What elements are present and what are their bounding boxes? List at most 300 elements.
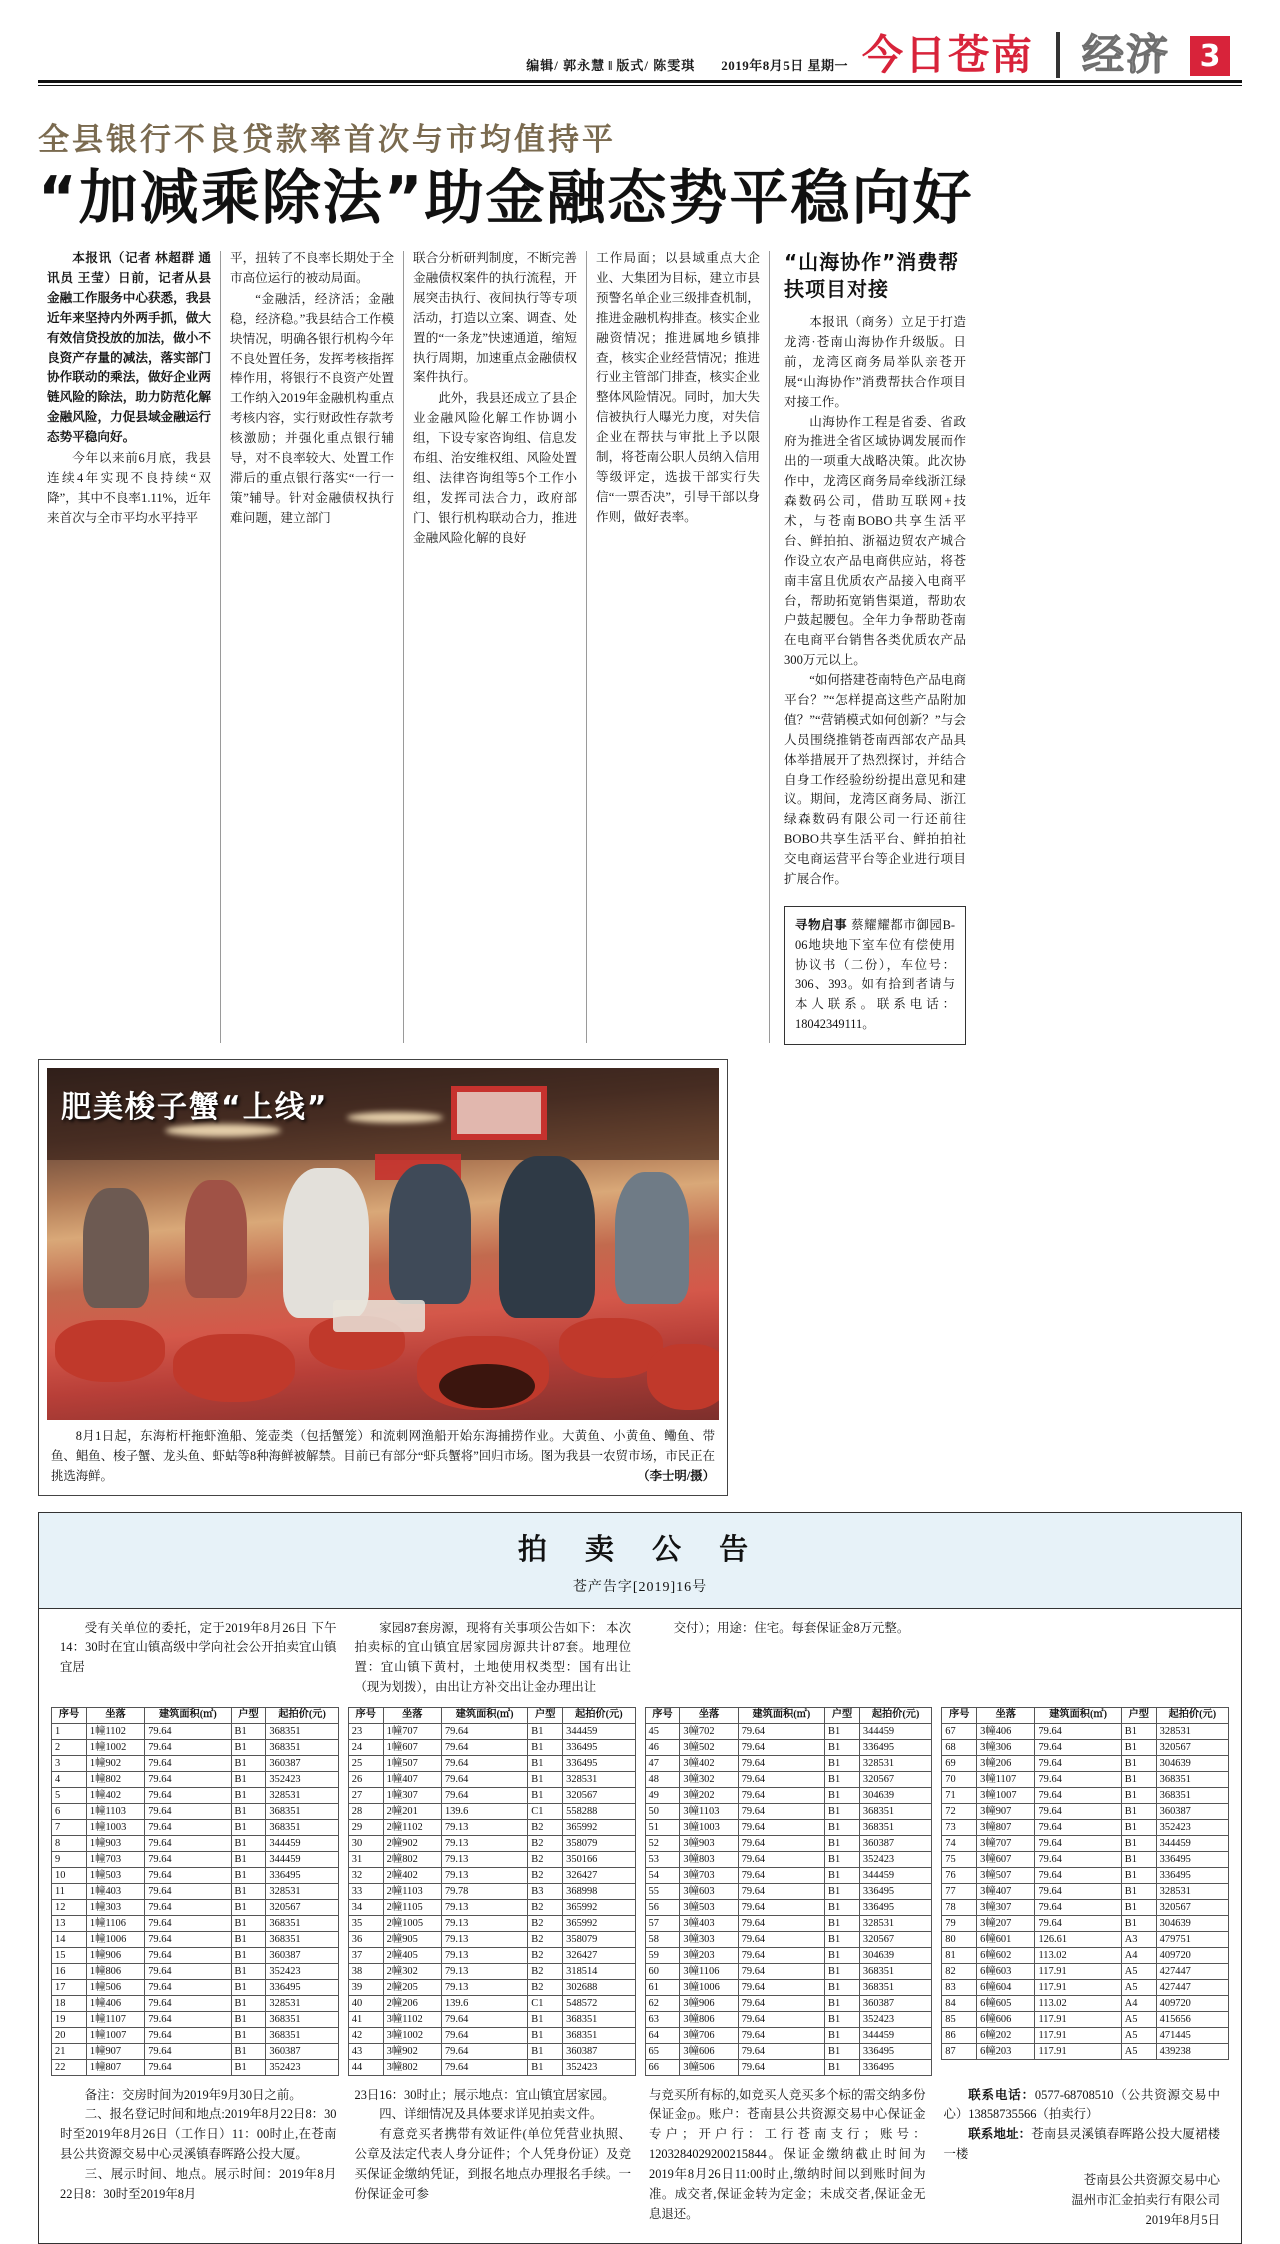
photo-credit: （李士明/摄） (637, 1468, 715, 1483)
lot-cell-1: 3幢607 (977, 1851, 1035, 1867)
lot-cell-4: 344459 (563, 1723, 635, 1739)
lot-cell-3: B1 (1121, 1899, 1156, 1915)
lot-cell-3: B1 (825, 1931, 860, 1947)
lot-table-header-3: 户型 (231, 1707, 266, 1723)
lot-cell-0: 33 (348, 1883, 383, 1899)
table-row (52, 1851, 339, 1867)
lot-cell-0: 39 (348, 1979, 383, 1995)
article-column-3 (404, 249, 586, 1045)
lot-cell-4: 368351 (266, 2011, 338, 2027)
lot-cell-2: 79.13 (441, 1963, 527, 1979)
lot-cell-4: 352423 (563, 2059, 635, 2075)
table-row (52, 1755, 339, 1771)
article-columns (38, 249, 1242, 1045)
table-row (52, 1995, 339, 2011)
table-header-row (52, 1707, 339, 1723)
lot-cell-0: 4 (52, 1771, 87, 1787)
lot-table-header-4: 起拍价(元) (563, 1707, 635, 1723)
lot-cell-1: 3幢903 (680, 1835, 738, 1851)
lot-cell-0: 17 (52, 1979, 87, 1995)
lot-cell-1: 3幢703 (680, 1867, 738, 1883)
section-nameplate: 经济 (1081, 30, 1170, 79)
lot-cell-2: 79.13 (441, 1835, 527, 1851)
page-number-badge: 3 (1190, 36, 1230, 76)
lot-cell-3: B1 (528, 1787, 563, 1803)
lot-cell-3: B1 (528, 2027, 563, 2043)
article-paragraph: “金融活，经济活；金融稳，经济稳。”我县结合工作模块情况，明确各银行机构今年不良处置任务，发挥考核指挥棒作用，将银行不良资产处置工作纳入2019年金融机构重点考核内容，实行财政性存款考核激励；并强化重点银行辅导，对不良率较大、处置工作滞后的重点银行落实“一行一策”辅导。针对金融债权执行难问题，建立部门 (230, 291, 394, 525)
lot-table-header-0: 序号 (645, 1707, 680, 1723)
lot-cell-4: 336495 (859, 2059, 931, 2075)
lot-cell-4: 344459 (859, 1723, 931, 1739)
table-row (52, 1915, 339, 1931)
lot-cell-3: B1 (231, 2011, 266, 2027)
table-row (942, 1867, 1229, 1883)
lot-cell-4: 344459 (1156, 1835, 1228, 1851)
lot-cell-2: 79.64 (145, 1787, 231, 1803)
table-row (645, 1963, 932, 1979)
article-paragraph: 平，扭转了不良率长期处于全市高位运行的被动局面。 (230, 251, 394, 285)
table-row (348, 1931, 635, 1947)
auction-lot-tables (51, 1707, 1229, 2076)
table-row (348, 1899, 635, 1915)
lot-cell-4: 368351 (266, 2027, 338, 2043)
side-article-paragraph: “如何搭建苍南特色产品电商平台？”“怎样提高这些产品附加值？”“营销模式如何创新？”与会人员围绕推销苍南西部农产品具体举措展开了热烈探讨，并结合自身工作经验纷纷提出意见和建议。期间，龙湾区商务局、浙江绿森数码有限公司一行还前往BOBO共享生活平台、鲜拍拍社交电商运营平台等企业进行项目扩展合作。 (784, 673, 966, 887)
article-lead-paragraph: 本报讯（记者 林超群 通讯员 王莹）日前，记者从县金融工作服务中心获悉，我县近年来坚持内外两手抓，做大有效信贷投放的加法，做小不良资产存量的减法，落实部门协作联动的乘法，做好企业两链风险的除法，助力防范化解金融风险，力促县域金融运行态势平稳向好。 (47, 251, 211, 445)
lot-cell-4: 360387 (1156, 1803, 1228, 1819)
signoff-org-1: 苍南县公共资源交易中心 (1083, 2173, 1220, 2187)
lot-table-head (348, 1707, 635, 1723)
auction-footer-paragraph: 有意竞买者携带有效证件(单位凭营业执照、公章及法定代表人身分证件；个人凭身份证）及竞买保证金缴纳凭证，到报名地点办理报名手续。一份保证金可参 (354, 2127, 631, 2201)
table-row (942, 1851, 1229, 1867)
lot-cell-2: 79.64 (441, 1723, 527, 1739)
lot-cell-3: B2 (528, 1931, 563, 1947)
lot-cell-2: 79.13 (441, 1867, 527, 1883)
table-row (52, 1787, 339, 1803)
lot-cell-0: 73 (942, 1819, 977, 1835)
lot-cell-4: 352423 (266, 2059, 338, 2075)
lot-cell-2: 79.64 (145, 1755, 231, 1771)
lot-cell-2: 79.64 (738, 1755, 824, 1771)
lot-cell-4: 336495 (859, 1899, 931, 1915)
lot-cell-0: 75 (942, 1851, 977, 1867)
lot-cell-2: 79.64 (1035, 1867, 1121, 1883)
lot-cell-2: 79.64 (738, 1723, 824, 1739)
lot-cell-2: 117.91 (1035, 1979, 1121, 1995)
lot-cell-0: 44 (348, 2059, 383, 2075)
article-paragraph: 今年以来前6月底，我县连续4年实现不良持续“双降”，其中不良率1.11%，近年来首次与全市平均水平持平 (47, 450, 211, 525)
lot-cell-1: 6幢603 (977, 1963, 1035, 1979)
lot-cell-4: 439238 (1156, 2043, 1228, 2059)
table-row (52, 1899, 339, 1915)
lot-cell-4: 336495 (859, 1739, 931, 1755)
lot-cell-3: B1 (528, 2043, 563, 2059)
lot-cell-3: B1 (231, 1883, 266, 1899)
table-row (645, 2059, 932, 2075)
lot-cell-3: C1 (528, 1803, 563, 1819)
lot-table-header-1: 坐落 (977, 1707, 1035, 1723)
lot-cell-1: 3幢706 (680, 2027, 738, 2043)
article-paragraph: 联合分析研判制度，不断完善金融债权案件的执行流程，开展突击执行、夜间执行等专项活动，打造以立案、调查、处置的“一条龙”快速通道，缩短执行周期，加速重点金融债权案件执行。 (413, 251, 577, 385)
lot-cell-3: B1 (825, 1979, 860, 1995)
lot-cell-1: 1幢1107 (86, 2011, 144, 2027)
lot-cell-2: 126.61 (1035, 1931, 1121, 1947)
lot-cell-0: 30 (348, 1835, 383, 1851)
lot-cell-3: A3 (1121, 1931, 1156, 1947)
lot-cell-2: 79.64 (145, 1883, 231, 1899)
contact-address-label: 联系地址： (968, 2127, 1032, 2142)
lot-cell-0: 32 (348, 1867, 383, 1883)
table-row (348, 1819, 635, 1835)
masthead-rule-thin (38, 85, 1242, 86)
lot-cell-1: 3幢1106 (680, 1963, 738, 1979)
lot-cell-4: 344459 (266, 1835, 338, 1851)
lot-cell-3: B1 (231, 1803, 266, 1819)
lot-cell-0: 5 (52, 1787, 87, 1803)
lot-cell-3: B1 (528, 2059, 563, 2075)
masthead-credits (526, 55, 848, 78)
table-row (942, 1995, 1229, 2011)
lot-cell-1: 2幢1005 (383, 1915, 441, 1931)
lot-cell-1: 1幢407 (383, 1771, 441, 1787)
lot-cell-0: 23 (348, 1723, 383, 1739)
lot-cell-0: 6 (52, 1803, 87, 1819)
lot-cell-0: 50 (645, 1803, 680, 1819)
lot-cell-1: 3幢406 (977, 1723, 1035, 1739)
lot-cell-2: 79.64 (145, 1963, 231, 1979)
lot-cell-3: B1 (1121, 1915, 1156, 1931)
lot-cell-0: 49 (645, 1787, 680, 1803)
lot-cell-1: 2幢902 (383, 1835, 441, 1851)
lot-cell-3: B1 (825, 1771, 860, 1787)
lot-cell-4: 409720 (1156, 1947, 1228, 1963)
lot-cell-1: 3幢1003 (680, 1819, 738, 1835)
lot-cell-4: 427447 (1156, 1979, 1228, 1995)
photo-headline: 肥美梭子蟹“上线” (61, 1089, 329, 1125)
lot-cell-1: 1幢807 (86, 2059, 144, 2075)
lot-cell-4: 360387 (859, 1995, 931, 2011)
table-row (52, 2011, 339, 2027)
lot-cell-2: 79.64 (1035, 1755, 1121, 1771)
table-row (52, 1931, 339, 1947)
lot-cell-4: 320567 (266, 1899, 338, 1915)
lot-cell-3: B1 (1121, 1819, 1156, 1835)
lot-cell-0: 42 (348, 2027, 383, 2043)
lot-cell-2: 79.64 (1035, 1851, 1121, 1867)
table-row (645, 2011, 932, 2027)
table-row (348, 2011, 635, 2027)
lot-cell-3: B1 (231, 1787, 266, 1803)
article-column-2 (221, 249, 403, 1045)
auction-intro-col-2 (346, 1619, 641, 1698)
lot-cell-4: 352423 (859, 2011, 931, 2027)
lot-cell-2: 79.64 (441, 1739, 527, 1755)
lot-cell-1: 3幢403 (680, 1915, 738, 1931)
lot-cell-1: 1幢507 (383, 1755, 441, 1771)
table-row (942, 1883, 1229, 1899)
lot-cell-3: B1 (1121, 1739, 1156, 1755)
lot-cell-2: 79.64 (738, 1851, 824, 1867)
lot-cell-1: 1幢903 (86, 1835, 144, 1851)
lot-cell-3: B1 (1121, 1787, 1156, 1803)
side-article (770, 249, 966, 1045)
lot-cell-0: 21 (52, 2043, 87, 2059)
table-row (942, 1723, 1229, 1739)
table-row (645, 1851, 932, 1867)
lot-cell-4: 368351 (563, 2027, 635, 2043)
table-row (52, 1947, 339, 1963)
lot-cell-0: 52 (645, 1835, 680, 1851)
lot-cell-1: 3幢302 (680, 1771, 738, 1787)
lot-cell-3: B1 (231, 1915, 266, 1931)
lot-cell-0: 14 (52, 1931, 87, 1947)
lot-cell-0: 85 (942, 2011, 977, 2027)
lot-cell-1: 3幢906 (680, 1995, 738, 2011)
table-row (942, 1803, 1229, 1819)
auction-title: 拍 卖 公 告 (517, 1531, 763, 1566)
table-row (942, 1819, 1229, 1835)
lot-cell-3: A4 (1121, 1995, 1156, 2011)
lot-cell-4: 368351 (1156, 1787, 1228, 1803)
lot-cell-0: 55 (645, 1883, 680, 1899)
table-row (645, 1915, 932, 1931)
lot-cell-0: 84 (942, 1995, 977, 2011)
lot-table-header-2: 建筑面积(㎡) (441, 1707, 527, 1723)
lot-cell-4: 304639 (1156, 1755, 1228, 1771)
table-row (348, 2043, 635, 2059)
lot-cell-3: B1 (528, 1771, 563, 1787)
lot-cell-1: 6幢203 (977, 2043, 1035, 2059)
lot-cell-1: 3幢202 (680, 1787, 738, 1803)
lot-cell-3: B1 (825, 1963, 860, 1979)
lot-table-header-2: 建筑面积(㎡) (738, 1707, 824, 1723)
lot-cell-0: 76 (942, 1867, 977, 1883)
lot-cell-3: B2 (528, 1963, 563, 1979)
lot-cell-0: 69 (942, 1755, 977, 1771)
lot-cell-0: 24 (348, 1739, 383, 1755)
lot-cell-0: 46 (645, 1739, 680, 1755)
lot-cell-3: B1 (1121, 1883, 1156, 1899)
lot-cell-0: 3 (52, 1755, 87, 1771)
lot-cell-4: 336495 (563, 1755, 635, 1771)
table-row (348, 1851, 635, 1867)
lot-cell-2: 113.02 (1035, 1995, 1121, 2011)
lot-cell-2: 79.64 (738, 1915, 824, 1931)
lot-table-header-0: 序号 (942, 1707, 977, 1723)
lot-cell-1: 3幢1103 (680, 1803, 738, 1819)
side-article-heading: “山海协作”消费帮扶项目对接 (784, 250, 960, 302)
lot-cell-4: 304639 (859, 1787, 931, 1803)
lot-cell-1: 2幢405 (383, 1947, 441, 1963)
lot-cell-4: 415656 (1156, 2011, 1228, 2027)
lot-cell-1: 1幢503 (86, 1867, 144, 1883)
lot-cell-2: 79.64 (441, 2059, 527, 2075)
lot-cell-1: 3幢707 (977, 1835, 1035, 1851)
lot-cell-3: B1 (825, 1851, 860, 1867)
lot-cell-4: 336495 (1156, 1867, 1228, 1883)
lot-table-header-1: 坐落 (680, 1707, 738, 1723)
lot-cell-3: B1 (825, 2027, 860, 2043)
lot-cell-3: B1 (231, 1947, 266, 1963)
lot-cell-4: 336495 (1156, 1851, 1228, 1867)
lot-table-header-4: 起拍价(元) (859, 1707, 931, 1723)
lot-cell-3: B1 (825, 1755, 860, 1771)
lot-cell-0: 31 (348, 1851, 383, 1867)
auction-contact-col (935, 2086, 1230, 2231)
table-row (645, 1739, 932, 1755)
lot-cell-0: 65 (645, 2043, 680, 2059)
lot-cell-4: 336495 (859, 1883, 931, 1899)
lot-cell-4: 368998 (563, 1883, 635, 1899)
lot-cell-2: 79.64 (145, 1739, 231, 1755)
lot-cell-2: 79.64 (1035, 1819, 1121, 1835)
article-column-1 (38, 249, 220, 1045)
lot-cell-0: 26 (348, 1771, 383, 1787)
lot-cell-2: 79.64 (738, 1995, 824, 2011)
lot-cell-4: 344459 (859, 2027, 931, 2043)
lot-cell-1: 2幢402 (383, 1867, 441, 1883)
lot-cell-3: B1 (231, 2027, 266, 2043)
table-row (348, 1883, 635, 1899)
table-row (52, 1867, 339, 1883)
table-row (942, 1739, 1229, 1755)
lot-cell-1: 3幢1006 (680, 1979, 738, 1995)
lot-cell-1: 3幢1107 (977, 1771, 1035, 1787)
auction-footer (51, 2086, 1229, 2231)
lot-cell-1: 3幢506 (680, 2059, 738, 2075)
lot-cell-1: 3幢803 (680, 1851, 738, 1867)
lot-cell-0: 41 (348, 2011, 383, 2027)
auction-intro-paragraph: 受有关单位的委托，定于2019年8月26日 下午14：30时在宜山镇高级中学向社会公开拍卖宜山镇宜居 (60, 1620, 337, 1675)
lot-cell-3: B2 (528, 1979, 563, 1995)
nameplate-divider (1056, 32, 1060, 78)
lot-cell-2: 79.64 (441, 1771, 527, 1787)
auction-intro-col-4 (935, 1619, 1230, 1698)
table-row (645, 1771, 932, 1787)
lot-cell-0: 22 (52, 2059, 87, 2075)
table-row (645, 1723, 932, 1739)
lot-cell-3: B1 (231, 1979, 266, 1995)
lot-cell-3: B1 (825, 1995, 860, 2011)
lot-table-header-3: 户型 (1121, 1707, 1156, 1723)
table-row (645, 1835, 932, 1851)
table-row (645, 1899, 932, 1915)
lot-cell-1: 6幢602 (977, 1947, 1035, 1963)
lot-cell-1: 3幢806 (680, 2011, 738, 2027)
lot-cell-0: 77 (942, 1883, 977, 1899)
table-row (942, 1947, 1229, 1963)
lot-cell-3: B1 (825, 1915, 860, 1931)
lot-cell-2: 117.91 (1035, 2043, 1121, 2059)
lot-cell-2: 79.64 (738, 1947, 824, 1963)
table-row (942, 1979, 1229, 1995)
lot-cell-0: 66 (645, 2059, 680, 2075)
lot-cell-0: 19 (52, 2011, 87, 2027)
lot-cell-2: 79.64 (738, 1819, 824, 1835)
lot-cell-4: 368351 (266, 1723, 338, 1739)
lot-cell-2: 139.6 (441, 1995, 527, 2011)
table-row (942, 2043, 1229, 2059)
lot-table-body-3 (645, 1723, 932, 2075)
auction-contact-address (944, 2125, 1221, 2165)
lot-cell-1: 3幢907 (977, 1803, 1035, 1819)
lot-cell-3: A4 (1121, 1947, 1156, 1963)
lot-cell-4: 558288 (563, 1803, 635, 1819)
lot-cell-1: 3幢203 (680, 1947, 738, 1963)
lot-cell-1: 1幢307 (383, 1787, 441, 1803)
lot-cell-3: B1 (231, 1835, 266, 1851)
table-row (645, 1931, 932, 1947)
lot-table-head (52, 1707, 339, 1723)
table-row (348, 1979, 635, 1995)
table-row (348, 1915, 635, 1931)
lot-cell-2: 79.64 (145, 2011, 231, 2027)
lot-cell-3: B1 (825, 1723, 860, 1739)
lot-cell-3: B1 (825, 1739, 860, 1755)
lot-table-body-1 (52, 1723, 339, 2075)
masthead-rule-thick (38, 80, 1242, 83)
auction-footer-col-3 (640, 2086, 935, 2231)
lot-cell-4: 471445 (1156, 2027, 1228, 2043)
lot-cell-3: B1 (825, 1819, 860, 1835)
lot-cell-2: 79.64 (145, 1819, 231, 1835)
lot-cell-2: 79.13 (441, 1979, 527, 1995)
lot-cell-0: 47 (645, 1755, 680, 1771)
lot-cell-2: 117.91 (1035, 2027, 1121, 2043)
lot-cell-2: 79.13 (441, 1931, 527, 1947)
lot-cell-1: 1幢406 (86, 1995, 144, 2011)
auction-signoff (944, 2171, 1221, 2231)
lot-cell-4: 328531 (1156, 1723, 1228, 1739)
lot-cell-2: 79.64 (145, 1979, 231, 1995)
table-row (348, 2027, 635, 2043)
lot-cell-0: 27 (348, 1787, 383, 1803)
lot-cell-4: 365992 (563, 1819, 635, 1835)
lot-cell-3: B2 (528, 1915, 563, 1931)
lot-cell-4: 360387 (266, 2043, 338, 2059)
lot-cell-0: 2 (52, 1739, 87, 1755)
lot-cell-4: 320567 (563, 1787, 635, 1803)
lot-table-header-0: 序号 (348, 1707, 383, 1723)
lot-cell-3: B1 (231, 1931, 266, 1947)
lot-cell-3: B1 (825, 1883, 860, 1899)
lot-cell-1: 3幢303 (680, 1931, 738, 1947)
lot-cell-4: 358079 (563, 1931, 635, 1947)
lot-cell-1: 3幢807 (977, 1819, 1035, 1835)
lot-cell-4: 360387 (266, 1755, 338, 1771)
lot-cell-0: 15 (52, 1947, 87, 1963)
contact-phone-label: 联系电话： (968, 2087, 1035, 2102)
table-row (942, 1915, 1229, 1931)
lot-cell-2: 79.64 (738, 2027, 824, 2043)
lot-cell-1: 1幢906 (86, 1947, 144, 1963)
auction-intro-paragraph: 交付）；用途：住宅。每套保证金8万元整。 (673, 1620, 910, 1635)
lot-cell-2: 79.13 (441, 1819, 527, 1835)
lot-cell-3: B3 (528, 1883, 563, 1899)
lot-cell-0: 16 (52, 1963, 87, 1979)
lot-table-header-4: 起拍价(元) (266, 1707, 338, 1723)
lot-cell-3: B1 (231, 1963, 266, 1979)
lot-cell-2: 79.64 (145, 1995, 231, 2011)
lot-cell-1: 1幢907 (86, 2043, 144, 2059)
auction-footer-paragraph: 与竞买所有标的,如竞买人竞买多个标的需交纳多份保证金ற。账户：苍南县公共资源交易中心保证金专户；开户行：工行苍南支行；账号：1203284029200215844。保证金缴纳截止时间为2019年8月26日11:00时止,缴纳时间以到账时间为准。成交者,保证金转为定金；未成交者,保证金无息退还。 (649, 2087, 926, 2221)
lot-cell-2: 79.64 (1035, 1883, 1121, 1899)
article-kicker: 全县银行不良贷款率首次与市均值持平 (38, 122, 616, 157)
lot-cell-1: 6幢604 (977, 1979, 1035, 1995)
lot-cell-4: 304639 (859, 1947, 931, 1963)
table-row (348, 1723, 635, 1739)
lot-cell-4: 358079 (563, 1835, 635, 1851)
lot-cell-0: 80 (942, 1931, 977, 1947)
